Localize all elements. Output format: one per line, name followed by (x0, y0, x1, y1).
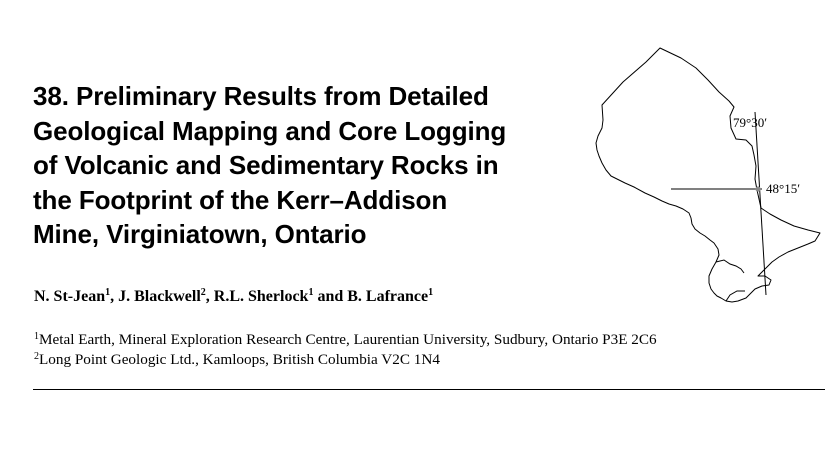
author-name: B. Lafrance (347, 288, 429, 305)
affiliation-marker: 2 (34, 351, 39, 362)
longitude-label: 79°30′ (733, 115, 768, 130)
affiliation-text: Long Point Geologic Ltd., Kamloops, British Columbia V2C 1N4 (39, 351, 440, 368)
author-affiliation-marker: 1 (105, 287, 111, 298)
author-name: N. St-Jean (34, 288, 106, 305)
paper-title (33, 79, 593, 252)
ontario-location-map (588, 40, 825, 310)
author-separator: and (313, 288, 348, 305)
author-affiliation-marker: 2 (200, 287, 206, 298)
affiliation-text: Metal Earth, Mineral Exploration Research Centre, Laurentian University, Sudbury, Ontario P3E 2C6 (39, 331, 657, 348)
study-location-marker (755, 186, 760, 191)
author-list (34, 288, 433, 306)
header-divider (33, 389, 825, 390)
affiliation-2 (34, 351, 440, 369)
author-affiliation-marker: 1 (308, 287, 314, 298)
title-line: Mine, Virginiatown, Ontario (33, 219, 367, 249)
latitude-label: 48°15′ (766, 181, 801, 196)
affiliation-1 (34, 331, 657, 349)
author-affiliation-marker: 1 (428, 287, 434, 298)
affiliation-marker: 1 (34, 331, 39, 342)
title-line: the Footprint of the Kerr–Addison (33, 184, 448, 215)
author-name: R.L. Sherlock (213, 288, 309, 305)
georgian-bay-inlet (716, 260, 744, 273)
title-line: Geological Mapping and Core Logging (33, 115, 507, 146)
author-separator: , (205, 288, 214, 305)
title-line: of Volcanic and Sedimentary Rocks in (33, 150, 499, 180)
author-name: J. Blackwell (118, 288, 201, 305)
ontario-outline (596, 48, 820, 302)
longitude-line (755, 112, 766, 295)
title-line: 38. Preliminary Results from Detailed (33, 81, 489, 111)
author-separator: , (110, 288, 119, 305)
